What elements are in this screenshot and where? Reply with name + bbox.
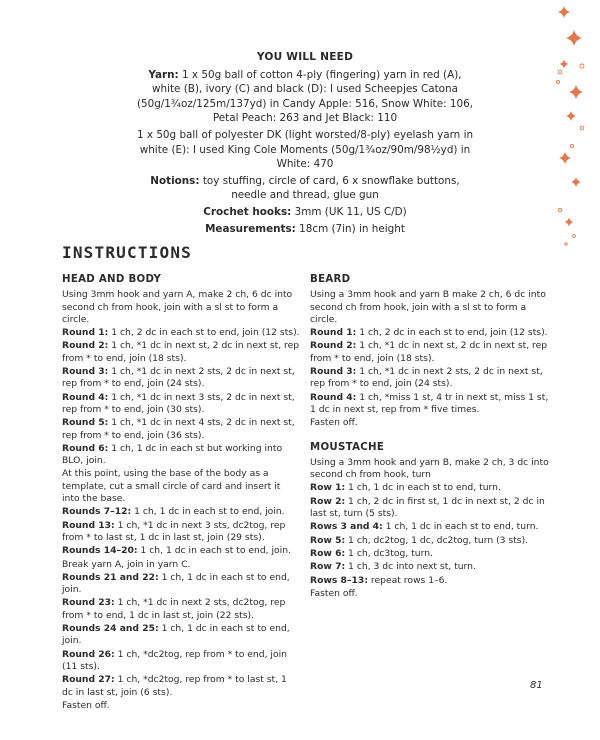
sparkle-star-icon <box>565 218 574 227</box>
step-label: Round 6: <box>62 442 109 454</box>
moustache-intro: Using a 3mm hook and yarn B, make 2 ch, 3 dc into second ch from hook, turn <box>310 456 549 481</box>
moustache-fasten-off: Fasten off. <box>310 587 358 599</box>
step-text: 1 ch, 1 dc in each st to end, turn. <box>382 521 539 533</box>
step-text: repeat rows 1–6. <box>368 574 448 586</box>
instructions-title: INSTRUCTIONS <box>62 243 192 262</box>
head-and-body-heading: HEAD AND BODY <box>62 274 162 285</box>
hooks-label: Crochet hooks: <box>203 205 292 218</box>
step-label: Round 2: <box>310 340 357 352</box>
you-will-need-heading: YOU WILL NEED <box>256 51 354 63</box>
moustache-heading: MOUSTACHE <box>310 441 385 453</box>
step-label: Rows 3 and 4: <box>310 521 383 533</box>
beard-fasten-off: Fasten off. <box>310 417 358 429</box>
instruction-step <box>62 506 300 518</box>
sparkle-star-icon <box>560 60 569 69</box>
sparkle-dot-icon <box>565 243 567 245</box>
break-yarn-note: Break yarn A, join in yarn C. <box>62 558 191 570</box>
step-text: 1 ch, *1 dc in next 4 sts, 2 dc in next st, rep from * to end, join (36 sts). <box>62 417 295 441</box>
yarn-line <box>135 68 475 126</box>
step-label: Round 4: <box>62 391 109 403</box>
step-label: Round 4: <box>310 391 357 403</box>
step-text: 1 ch, 1 dc in each st to end, join. <box>137 545 291 557</box>
step-label: Rounds 21 and 22: <box>62 571 159 583</box>
head-and-body-fasten-off: Fasten off. <box>62 699 110 711</box>
instruction-step <box>62 443 300 468</box>
step-text: 1 ch, *1 dc in next st, 2 dc in next st, rep from * to end, join (18 sts). <box>62 340 300 364</box>
step-text: 1 ch, *1 dc in next 2 sts, 2 dc in next st, rep from * to end, join (24 sts). <box>310 366 543 390</box>
instruction-step <box>62 327 300 339</box>
sparkle-dot-icon <box>558 70 562 74</box>
step-text: 1 ch, *1 dc in next 3 sts, 2 dc in next st, rep from * to end, join (30 sts). <box>62 391 295 415</box>
instruction-step <box>62 392 300 417</box>
instruction-step <box>310 366 550 391</box>
sparkle-star-icon <box>559 152 571 164</box>
notions-line <box>135 174 475 203</box>
step-label: Round 13: <box>62 519 115 531</box>
step-text: 1 ch, *dc2tog, rep from * to last st, 1 dc in last st, join (6 sts). <box>62 674 287 698</box>
right-column <box>310 274 550 601</box>
sparkle-dot-icon <box>580 64 584 68</box>
instruction-step <box>62 623 300 648</box>
instruction-step <box>310 340 550 365</box>
sparkle-dot-icon <box>573 235 576 238</box>
instruction-step <box>310 561 550 573</box>
step-text: 1 ch, *miss 1 st, 4 tr in next st, miss 1 st, 1 dc in next st, rep from * five times. <box>310 391 549 415</box>
instruction-step <box>62 649 300 674</box>
sparkle-dot-icon <box>580 126 584 130</box>
step-label: Round 3: <box>62 366 109 378</box>
step-label: Round 2: <box>62 340 109 352</box>
instruction-step <box>310 496 550 521</box>
head-and-body-steps-2 <box>62 506 300 557</box>
beard-intro: Using a 3mm hook and yarn B make 2 ch, 6 dc into second ch from hook, join with a sl st to form a circle. <box>310 289 546 325</box>
sparkle-star-icon <box>558 6 570 18</box>
step-text: 1 ch, 1 dc in each st to end, join. <box>131 506 285 518</box>
instruction-step <box>310 327 550 339</box>
page-number: 81 <box>530 680 543 691</box>
instruction-step <box>310 548 550 560</box>
step-text: 1 ch, 2 dc in each st to end, join (12 sts). <box>356 327 548 339</box>
yarn-label: Yarn: <box>148 68 179 81</box>
head-and-body-steps <box>62 327 300 467</box>
instruction-step <box>62 417 300 442</box>
yarn-text: 1 x 50g ball of cotton 4-ply (fingering) yarn in red (A), white (B), ivory (C) and black (D): I used Scheepjes Catona (50g/1¾oz/125m/137yd) in Candy Apple: 516, Snow White: 106, Petal Peach: 263 and Jet Black: 110 <box>136 68 474 125</box>
step-label: Round 5: <box>62 417 109 429</box>
step-text: 1 ch, dc3tog, turn. <box>345 547 433 559</box>
hooks-text: 3mm (UK 11, US C/D) <box>294 205 407 218</box>
step-label: Round 27: <box>62 674 115 686</box>
head-and-body-intro: Using 3mm hook and yarn A, make 2 ch, 6 dc into second ch from hook, join with a sl st to form a circle. <box>62 289 293 325</box>
step-text: 1 ch, 1 dc in each st to end, join. <box>62 623 290 647</box>
sparkle-star-icon <box>566 111 576 121</box>
step-label: Rows 8–13: <box>310 574 368 586</box>
step-label: Round 23: <box>62 597 115 609</box>
instruction-step <box>62 545 300 557</box>
left-column <box>62 274 300 713</box>
head-and-body-steps-3 <box>62 572 300 699</box>
instruction-step <box>310 535 550 547</box>
sparkle-dot-icon <box>571 145 574 148</box>
instruction-step <box>62 572 300 597</box>
sparkle-stars-icon <box>548 0 600 260</box>
step-text: 1 ch, dc2tog, 1 dc, dc2tog, turn (3 sts). <box>345 534 529 546</box>
step-text: 1 ch, 2 dc in each st to end, join (12 sts). <box>108 327 300 339</box>
sparkle-dot-icon <box>557 81 560 84</box>
template-note: At this point, using the base of the body as a template, cut a small circle of card and insert it into the base. <box>62 468 281 505</box>
step-label: Rounds 7–12: <box>62 506 132 518</box>
instruction-step <box>62 340 300 365</box>
instruction-step <box>62 674 300 699</box>
step-text: 1 ch, 2 dc in first st, 1 dc in next st, 2 dc in last st, turn (5 sts). <box>310 495 545 520</box>
step-text: 1 ch, *1 dc in next 2 sts, dc2tog, rep from * to end, 1 dc in last st, join (22 sts). <box>62 597 286 621</box>
beard-steps <box>310 327 550 416</box>
sparkle-dot-icon <box>558 208 561 211</box>
instruction-step <box>62 597 300 622</box>
measurements-line <box>135 222 475 237</box>
sparkle-star-icon <box>566 30 582 46</box>
measurements-text: 18cm (7in) in height <box>299 222 405 235</box>
step-text: 1 ch, 1 dc in each st to end, join. <box>62 571 290 596</box>
step-label: Round 3: <box>310 366 357 378</box>
sparkle-star-icon <box>569 85 583 99</box>
step-text: 1 ch, 1 dc in each st but working into BLO, join. <box>62 442 283 467</box>
instruction-step <box>310 482 550 494</box>
notions-text: toy stuffing, circle of card, 6 x snowflake buttons, needle and thread, glue gun <box>202 174 460 202</box>
step-label: Row 6: <box>310 547 346 559</box>
instruction-step <box>310 521 550 533</box>
instruction-step <box>310 575 550 587</box>
step-text: 1 ch, *1 dc in next 3 sts, dc2tog, rep from * to last st, 1 dc in last st, join (29 sts). <box>62 519 286 543</box>
step-label: Row 2: <box>310 495 346 507</box>
measurements-label: Measurements: <box>205 222 296 235</box>
instruction-step <box>62 366 300 391</box>
step-label: Round 1: <box>62 327 109 339</box>
step-text: 1 ch, *dc2tog, rep from * to end, join (11 sts). <box>62 648 287 672</box>
step-text: 1 ch, 3 dc into next st, turn. <box>345 561 476 573</box>
you-will-need-box <box>135 50 475 238</box>
step-text: 1 ch, 1 dc in each st to end, turn. <box>345 482 501 494</box>
step-label: Rounds 24 and 25: <box>62 623 159 635</box>
beard-heading: BEARD <box>310 274 351 285</box>
step-label: Row 5: <box>310 534 346 546</box>
notions-label: Notions: <box>150 174 200 187</box>
step-text: 1 ch, *1 dc in next 2 sts, 2 dc in next st, rep from * to end, join (24 sts). <box>62 366 295 390</box>
hooks-line <box>135 205 475 220</box>
step-label: Row 7: <box>310 561 346 573</box>
moustache-steps <box>310 482 550 586</box>
step-label: Round 1: <box>310 327 357 339</box>
step-text: 1 ch, *1 dc in next st, 2 dc in next st, rep from * to end, join (18 sts). <box>310 340 548 364</box>
instruction-step <box>310 392 550 417</box>
instruction-step <box>62 520 300 545</box>
yarn-line-2: 1 x 50g ball of polyester DK (light worsted/8-ply) eyelash yarn in white (E): I used King Cole Moments (50g/1¾oz/90m/98½yd) in White: 470 <box>136 128 474 171</box>
step-label: Rounds 14–20: <box>62 545 138 557</box>
step-label: Row 1: <box>310 482 346 494</box>
step-label: Round 26: <box>62 648 115 660</box>
sparkle-star-icon <box>571 177 581 187</box>
